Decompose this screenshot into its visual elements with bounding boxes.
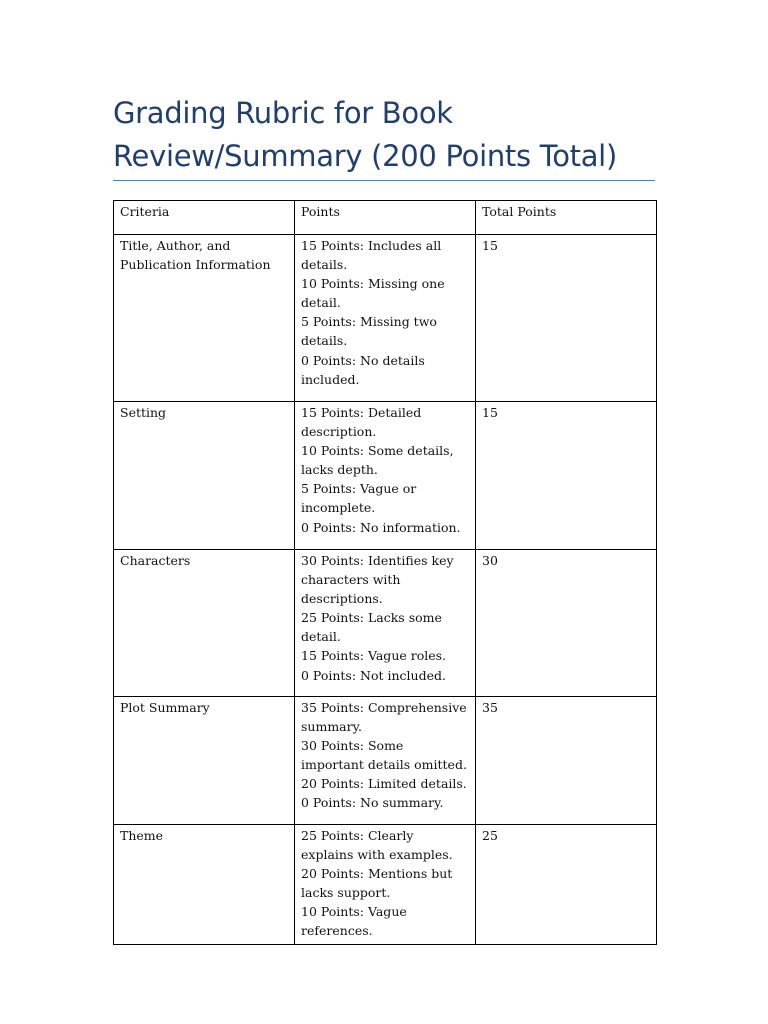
rubric-table <box>113 200 657 945</box>
table-row <box>114 550 657 697</box>
criteria-cell: Theme <box>114 825 295 945</box>
criteria-cell: Characters <box>114 550 295 697</box>
points-line: 35 Points: Comprehensive summary. <box>301 700 467 735</box>
points-line: 30 Points: Some important details omitted. <box>301 738 467 773</box>
title-underline <box>113 180 655 181</box>
total-cell: 35 <box>476 697 657 825</box>
header-points: Points <box>295 201 476 235</box>
table-row <box>114 235 657 402</box>
table-row <box>114 697 657 825</box>
header-criteria: Criteria <box>114 201 295 235</box>
points-line: 10 Points: Missing one detail. <box>301 276 445 311</box>
header-total-points: Total Points <box>476 201 657 235</box>
total-cell: 25 <box>476 825 657 945</box>
table-row <box>114 825 657 945</box>
document-title: Grading Rubric for Book Review/Summary (200 Points Total) <box>113 96 617 173</box>
criteria-cell: Setting <box>114 402 295 550</box>
points-line: 25 Points: Clearly explains with examples. <box>301 828 453 863</box>
table-row <box>114 402 657 550</box>
points-line: 25 Points: Lacks some detail. <box>301 610 442 645</box>
total-cell: 15 <box>476 235 657 402</box>
points-line: 15 Points: Includes all details. <box>301 238 442 273</box>
points-line: 0 Points: No summary. <box>301 795 444 811</box>
points-line: 5 Points: Missing two details. <box>301 314 437 349</box>
total-cell: 30 <box>476 550 657 697</box>
points-line: 20 Points: Mentions but lacks support. <box>301 866 453 901</box>
points-line: 30 Points: Identifies key characters with descriptions. <box>301 553 454 607</box>
points-line: 20 Points: Limited details. <box>301 776 467 792</box>
points-cell <box>295 697 476 825</box>
criteria-cell: Title, Author, and Publication Information <box>114 235 295 402</box>
points-line: 15 Points: Vague roles. <box>301 648 447 664</box>
criteria-cell: Plot Summary <box>114 697 295 825</box>
points-line: 0 Points: No information. <box>301 519 461 535</box>
table-header-row <box>114 201 657 235</box>
points-line: 15 Points: Detailed description. <box>301 405 422 440</box>
points-line: 5 Points: Vague or incomplete. <box>301 481 417 516</box>
points-line: 10 Points: Some details, lacks depth. <box>301 443 454 478</box>
points-line: 0 Points: Not included. <box>301 667 446 683</box>
points-line: 0 Points: No details included. <box>301 352 425 387</box>
points-line: 10 Points: Vague references. <box>301 904 407 939</box>
points-cell <box>295 402 476 550</box>
total-cell: 15 <box>476 402 657 550</box>
points-cell <box>295 235 476 402</box>
points-cell <box>295 825 476 945</box>
points-cell <box>295 550 476 697</box>
